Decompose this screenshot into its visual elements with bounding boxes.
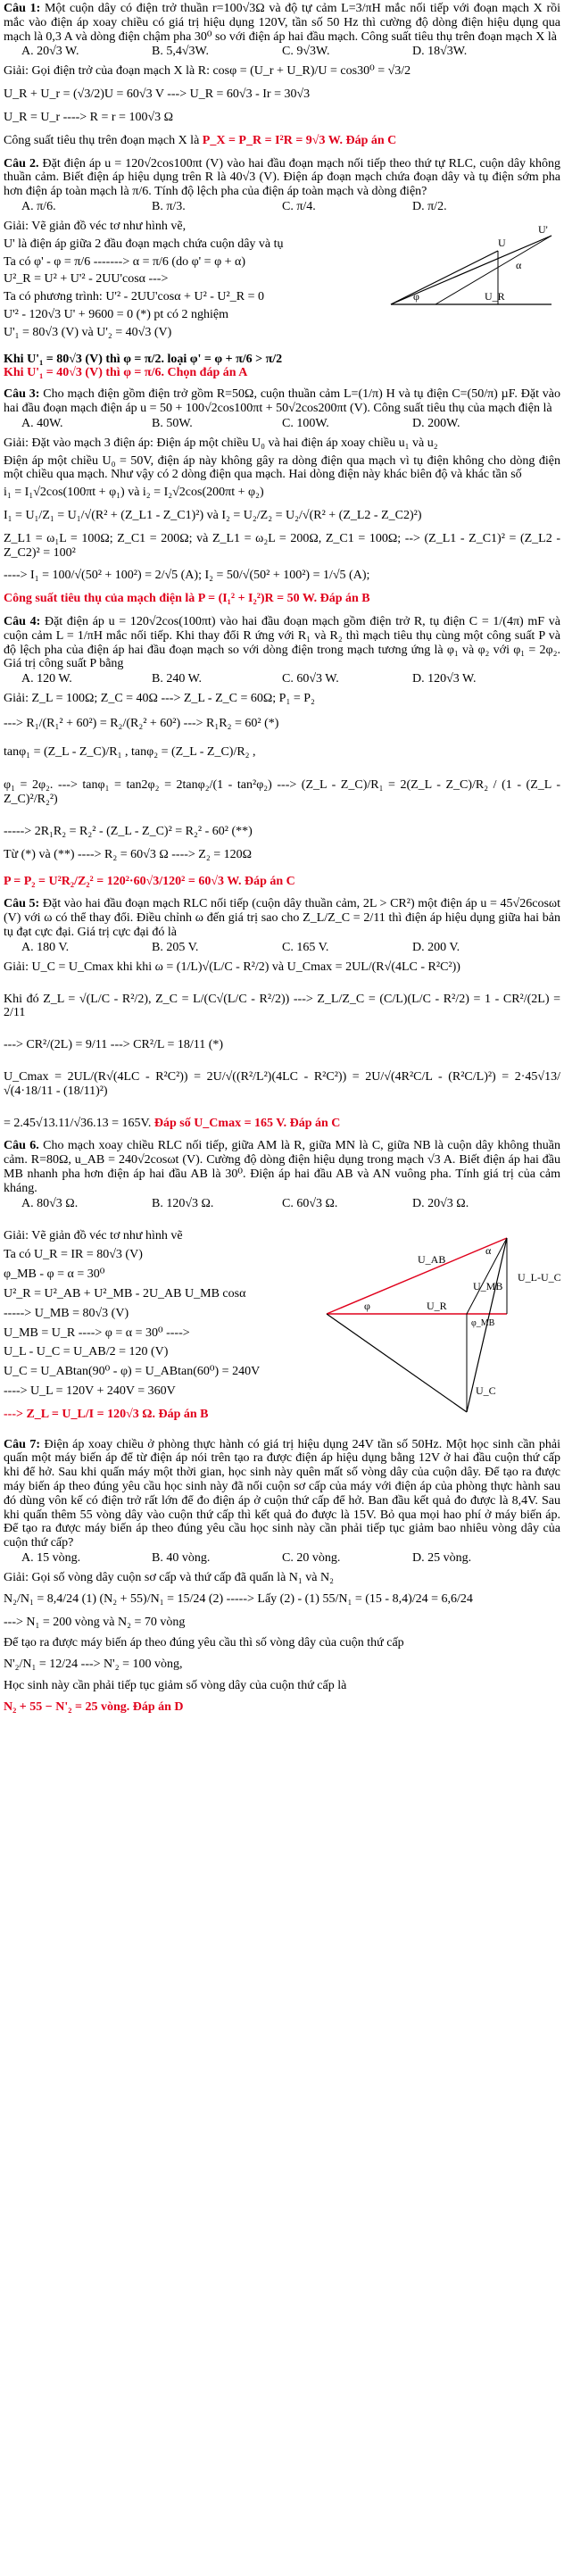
option-b: B. 50W. (152, 416, 193, 430)
solution-line: Z_L1 = ω₁L = 100Ω; Z_C1 = 200Ω; và Z_L1 = ω₂L = 200Ω, Z_C1 = 100Ω; --> (Z_L1 - Z_C1)² = (Z_L2 - Z_C2)² = 100² (4, 531, 560, 560)
option-d: D. 25 vòng. (412, 1551, 472, 1565)
solution-conclusion: P = P₂ = U²R₂/Z₂² = 120²·60√3/120² = 60√3 W. Đáp án C (4, 874, 295, 888)
question-6-solution (4, 1229, 560, 1425)
option-d: D. 18√3W. (412, 45, 468, 59)
label-UC: U_C (476, 1384, 496, 1397)
question-6-options (4, 1196, 560, 1211)
solution-line: Giải: Đặt vào mạch 3 điện áp: Điện áp một chiều U₀ và hai điện áp xoay chiều u₁ và u₂ (4, 436, 438, 450)
result-text: = 2.45√13.11/√36.13 = 165V. (4, 1116, 152, 1130)
question-2-body: Đặt điện áp u = 120√2cos100πt (V) vào hai đầu đoạn mạch nối tiếp theo thứ tự RLC, cuộn dây không thuần cảm. Biết điện áp hiệu dụng trên R là 40√3 (V). Điện áp đoạn mạch chứa đoạn dây và tụ điện sớm pha hơn điện áp toàn mạch là π/6. Tính độ lệch pha của điện áp toàn mạch và dòng điện? (4, 156, 561, 199)
solution-conclusion: ---> Z_L = U_L/I = 120√3 Ω. Đáp án B (4, 1407, 209, 1421)
solution-line: Ta có U_R = IR = 80√3 (V) (4, 1248, 143, 1262)
solution-conclusion: Công suất tiêu thụ của mạch điện là P = (I₁² + I₂²)R = 50 W. Đáp án B (4, 592, 370, 606)
option-a: A. π/6. (21, 199, 56, 213)
question-5-body: Đặt vào hai đầu đoạn mạch RLC nối tiếp (cuộn dây thuần cảm, 2L > CR²) một điện áp u = 45√26cosωt (V) với ω có thể thay đổi. Điều chỉnh ω đến giá trị sao cho Z_L/Z_C = 2/11 thì điện áp hiệu dụng giữa hai bản tụ đạt cực đại. Giá trị cực đại đó là (4, 897, 561, 940)
option-a: A. 15 vòng. (21, 1551, 81, 1565)
question-3 (4, 387, 560, 606)
solution-line: U' là điện áp giữa 2 đầu đoạn mạch chứa cuộn dây và tụ (4, 237, 284, 251)
solution-line: U_C = U_ABtan(90⁰ - φ) = U_ABtan(60⁰) = 240V (4, 1365, 261, 1379)
solution-line: U²_R = U²_AB + U²_MB - 2U_AB U_MB cosα (4, 1287, 246, 1301)
option-b: B. 120√3 Ω. (152, 1196, 214, 1210)
question-5-solution (4, 960, 560, 1131)
question-2-options (4, 199, 560, 214)
option-c: C. π/4. (282, 199, 316, 213)
option-b: B. 205 V. (152, 940, 199, 954)
solution-line: -----> U_MB = 80√3 (V) (4, 1306, 129, 1320)
solution-line: Ta có φ' - φ = π/6 -------> α = π/6 (do φ' = φ + α) (4, 254, 246, 269)
solution-line: U'² - 120√3 U' + 9600 = 0 (*) pt có 2 nghiệm (4, 307, 229, 321)
option-d: D. 200W. (412, 416, 460, 430)
option-d: D. 120√3 W. (412, 672, 477, 686)
question-7 (4, 1438, 560, 1715)
solution-line: ----> I₁ = 100/√(50² + 100²) = 2/√5 (A); I₂ = 50/√(50² + 100²) = 1/√5 (A); (4, 569, 370, 583)
solution-conclusion: Đáp số U_Cmax = 165 V. Đáp án C (153, 1116, 341, 1130)
option-d: D. π/2. (412, 199, 447, 213)
solution-conclusion: N₂ + 55 − N'₂ = 25 vòng. Đáp án D (4, 1699, 184, 1714)
question-7-options (4, 1550, 560, 1566)
label-Uprime: U' (538, 222, 548, 236)
label-phiMB: φ_MB (471, 1317, 495, 1328)
solution-line: ---> R₁/(R₁² + 60²) = R₂/(R₂² + 60²) ---> R₁R₂ = 60² (*) (4, 716, 279, 730)
solution-line: U_Cmax = 2UL/(R√(4LC - R²C²)) = 2U/√((R²/L²)(4LC - R²C²)) = 2U/√(4R²C/L - (R²C/L)²) = 2·45√13/√(4·18/11 - (18/11)²) (4, 1070, 560, 1098)
solution-line: φ_MB - φ = α = 30⁰ (4, 1267, 105, 1282)
option-c: C. 9√3W. (282, 45, 330, 59)
option-c: C. 60√3 Ω. (282, 1196, 338, 1210)
question-1-options (4, 44, 560, 59)
label-UAB: U_AB (418, 1252, 446, 1266)
question-5-text (4, 897, 560, 939)
option-a: A. 20√3 W. (21, 45, 79, 59)
question-4-body: Đặt điện áp u = 120√2cos(100πt) vào hai đầu đoạn mạch gồm điện trở R, tụ điện C = 1/(4π) mF và cuộn cảm L = 1/πH mắc nối tiếp. Khi thay đổi R ứng với R₁ và R₂ thì mạch tiêu thụ cùng một công suất P và độ lệch pha của điện áp hai đầu đoạn mạch so với dòng điện trong mạch tương ứng là φ₁ và φ₂ với φ₁ = 2φ₂. Giá trị công suất P bằng (4, 614, 560, 671)
question-2 (4, 157, 560, 381)
phasor-diagram-svg (319, 1229, 560, 1421)
solution-line: Giải: Gọi số vòng dây cuộn sơ cấp và thứ cấp đã quấn là N₁ và N₂ (4, 1571, 334, 1584)
label-alpha: α (485, 1243, 492, 1257)
question-4 (4, 615, 560, 889)
solution-line: Giải: U_C = U_Cmax khi khi ω = (1/L)√(L/C - R²/2) và U_Cmax = 2UL/(R√(4LC - R²C²)) (4, 960, 460, 974)
solution-line: i₁ = I₁√2cos(100πt + φ₁) và i₂ = I₂√2cos(200πt + φ₂) (4, 486, 264, 500)
question-6-label: Câu 6. (4, 1139, 39, 1153)
solution-line: Từ (*) và (**) ----> R₂ = 60√3 Ω ----> Z₂ = 120Ω (4, 847, 253, 861)
option-b: B. 40 vòng. (152, 1551, 211, 1565)
question-6 (4, 1139, 560, 1425)
solution-line: N'₂/N₁ = 12/24 ---> N'₂ = 100 vòng, (4, 1658, 183, 1672)
question-4-text (4, 615, 560, 671)
solution-line: ---> N₁ = 200 vòng và N₂ = 70 vòng (4, 1615, 186, 1629)
question-3-options (4, 416, 560, 431)
question-1 (4, 2, 560, 148)
solution-line: -----> 2R₁R₂ = R₂² - (Z_L - Z_C)² = R₂² - 60² (**) (4, 825, 253, 839)
question-5-label: Câu 5: (4, 897, 40, 911)
solution-line: U_R = U_r ----> R = r = 100√3 Ω (4, 110, 174, 124)
question-4-options (4, 671, 560, 686)
question-7-body: Điện áp xoay chiều ở phòng thực hành có giá trị hiệu dụng 24V tần số 50Hz. Một học sinh cần phải quấn một máy biến áp để từ điện áp nói trên tạo ra được điện áp hiệu dụng bằng 12V ở hai đầu cuộn thứ cấp khi để hở. Sau khi quấn máy một thời gian, học sinh này quên mất số vòng dây của cuộn dây. Để tạo ra được máy biến áp theo đúng yêu cầu học sinh này đã nối cuộn sơ cấp của máy với điện áp của phòng thực hành sau đó dùng vôn kế có điện trở rất lớn để đo điện áp ở cuộn thứ cấp để hở. Ban đầu kết quả đo được là 8,4V. Sau khi quấn thêm 55 vòng dây vào cuộn thứ cấp thì kết quả đo được là 15V. Bỏ qua mọi hao phí ở máy biến áp. Để tạo ra được máy biến áp theo đúng yêu cầu học sinh này cần phải tiếp tục giảm bao nhiêu vòng dây của cuộn thứ cấp? (4, 1437, 560, 1550)
option-c: C. 100W. (282, 416, 329, 430)
option-c: C. 60√3 W. (282, 672, 339, 686)
option-d: D. 20√3 Ω. (412, 1196, 469, 1210)
solution-line: ----> U_L = 120V + 240V = 360V (4, 1384, 176, 1398)
question-7-text (4, 1438, 560, 1550)
solution-line (4, 1117, 560, 1131)
solution-line: U²_R = U² + U'² - 2UU'cosα ---> (4, 272, 169, 287)
conclusion-answer: P_X = P_R = I²R = 9√3 W. Đáp án C (202, 133, 397, 147)
solution-line: Giải: Vẽ giản đồ véc tơ như hình vẽ, (4, 219, 187, 233)
solution-line: Giải: Gọi điện trở của đoạn mạch X là R: cosφ = (U_r + U_R)/U = cos30⁰ = √3/2 (4, 64, 411, 79)
phasor-diagram-svg (382, 220, 560, 318)
solution-line: Khi đó Z_L = √(L/C - R²/2), Z_C = L/(C√(L/C - R²/2)) ---> Z_L/Z_C = (C/L)(L/C - R²/2) = 1 - CR²/(2L) = 2/11 (4, 992, 560, 1020)
label-UR: U_R (485, 289, 505, 303)
option-b: B. 5,4√3W. (152, 45, 209, 59)
solution-conclusion (4, 134, 560, 148)
question-3-text (4, 387, 560, 416)
option-a: A. 80√3 Ω. (21, 1196, 79, 1210)
label-phi: φ (413, 289, 419, 303)
solution-line: U_R + U_r = (√3/2)U = 60√3 V ---> U_R = 60√3 - Ir = 30√3 (4, 87, 311, 102)
phasor-diagram-q2 (382, 220, 560, 322)
solution-line: Học sinh này cần phải tiếp tục giảm số vòng dây của cuộn thứ cấp là (4, 1678, 347, 1692)
solution-line: φ₁ = 2φ₂. ---> tanφ₁ = tan2φ₂ = 2tanφ₂/(1 - tan²φ₂) ---> (Z_L - Z_C)/R₁ = 2(Z_L - Z_C)/R₂ / (1 - (Z_L - Z_C)²/R₂²) (4, 778, 560, 807)
question-1-solution (4, 64, 560, 147)
solution-line: Giải: Z_L = 100Ω; Z_C = 40Ω ---> Z_L - Z_C = 60Ω; P₁ = P₂ (4, 692, 315, 706)
label-UR: U_R (427, 1299, 447, 1312)
conclusion-prefix: Công suất tiêu thụ trên đoạn mạch X là (4, 133, 203, 147)
question-7-label: Câu 7: (4, 1437, 41, 1451)
question-4-label: Câu 4: (4, 614, 41, 628)
solution-line: tanφ₁ = (Z_L - Z_C)/R₁ , tanφ₂ = (Z_L - Z_C)/R₂ , (4, 744, 256, 759)
question-2-bold-line: Khi U'₁ = 80√3 (V) thì φ = π/2. loại φ' = φ + π/6 > π/2 (4, 352, 283, 366)
option-a: A. 180 V. (21, 940, 70, 954)
option-c: C. 20 vòng. (282, 1551, 341, 1565)
question-2-text (4, 157, 560, 199)
question-7-solution (4, 1571, 560, 1715)
solution-text (4, 1229, 314, 1425)
label-UMB: U_MB (473, 1279, 503, 1292)
solution-text (4, 220, 377, 344)
phasor-diagram-q6 (319, 1229, 560, 1425)
option-d: D. 200 V. (412, 940, 460, 954)
label-alpha: α (516, 258, 522, 271)
option-a: A. 40W. (21, 416, 63, 430)
option-a: A. 120 W. (21, 672, 72, 686)
solution-line: Giải: Vẽ giản đồ véc tơ như hình vẽ (4, 1228, 183, 1242)
question-4-solution (4, 692, 560, 888)
solution-line: Để tạo ra được máy biến áp theo đúng yêu cầu thì số vòng dây của cuộn thứ cấp (4, 1636, 404, 1650)
solution-line: N₂/N₁ = 8,4/24 (1) (N₂ + 55)/N₁ = 15/24 (2) -----> Lấy (2) - (1) 55/N₁ = (15 - 8,4)/24 = 6,6/24 (4, 1591, 473, 1606)
solution-line: Ta có phương trình: U'² - 2UU'cosα + U² - U²_R = 0 (4, 290, 264, 304)
solution-line: I₁ = U₁/Z₁ = U₁/√(R² + (Z_L1 - Z_C1)²) và I₂ = U₂/Z₂ = U₂/√(R² + (Z_L2 - Z_C2)²) (4, 508, 422, 522)
question-5 (4, 897, 560, 1130)
question-1-text (4, 2, 560, 44)
solution-line: U'₁ = 80√3 (V) và U'₂ = 40√3 (V) (4, 325, 172, 339)
option-b: B. π/3. (152, 199, 186, 213)
option-c: C. 165 V. (282, 940, 329, 954)
question-3-solution (4, 436, 560, 606)
question-2-solution (4, 220, 560, 344)
question-1-body: Một cuộn dây có điện trở thuần r=100√3Ω và độ tự cảm L=3/πH mắc nối tiếp với đoạn mạch X rồi mắc vào điện áp xoay chiều có giá trị hiệu dụng 120V, tần số 50 Hz thì cường độ dòng điện hiệu dụng qua mạch là 0,3 A và dòng điện chậm pha 30⁰ so với điện áp hai đầu mạch. Công suất tiêu thụ trên đoạn mạch X là (4, 2, 561, 44)
question-2-label: Câu 2. (4, 156, 39, 170)
question-6-body: Cho mạch xoay chiều RLC nối tiếp, giữa AM là R, giữa MN là C, giữa NB là cuộn dây không thuần cảm. R=80Ω, u_AB = 240√2cosωt (V). Cường độ dòng điện hiệu dụng trong mạch √3 A. Biết điện áp hai đầu MB nhanh pha hơn điện áp hai đầu AB là 30⁰. Điện áp hai đầu AB và AN vuông pha. Tính giá trị của cảm kháng. (4, 1139, 560, 1195)
question-5-options (4, 940, 560, 955)
solution-line: U_MB = U_R ----> φ = α = 30⁰ ----> (4, 1325, 190, 1340)
option-b: B. 240 W. (152, 672, 203, 686)
solution-line: U_L - U_C = U_AB/2 = 120 (V) (4, 1345, 169, 1359)
solution-line: ---> CR²/(2L) = 9/11 ---> CR²/L = 18/11 (*) (4, 1038, 224, 1052)
question-3-label: Câu 3: (4, 387, 40, 402)
question-2-answer: Khi U'₁ = 40√3 (V) thì φ = π/6. Chọn đáp án A (4, 366, 248, 380)
solution-line: Điện áp một chiều U₀ = 50V, điện áp này không gây ra dòng điện qua mạch vì tụ điện không cho dòng điện một chiều qua mạch. Như vậy có 2 dòng điện qua mạch. Hai dòng điện này khác biên độ và khác tần số (4, 453, 560, 482)
question-3-body: Cho mạch điện gồm điện trở gồm R=50Ω, cuộn thuần cảm L=(1/π) H và tụ điện C=(50/π) µF. Đặt vào hai đầu đoạn mạch điện áp u = 50 + 100√2cos100πt + 50√2cos200πt (V). Công suất tiêu thụ của mạch điện là (4, 387, 561, 415)
label-U: U (498, 236, 506, 249)
question-6-text (4, 1139, 560, 1195)
question-1-label: Câu 1: (4, 2, 41, 15)
label-phi: φ (364, 1299, 370, 1312)
label-ULUC: U_L-U_C (518, 1270, 560, 1284)
